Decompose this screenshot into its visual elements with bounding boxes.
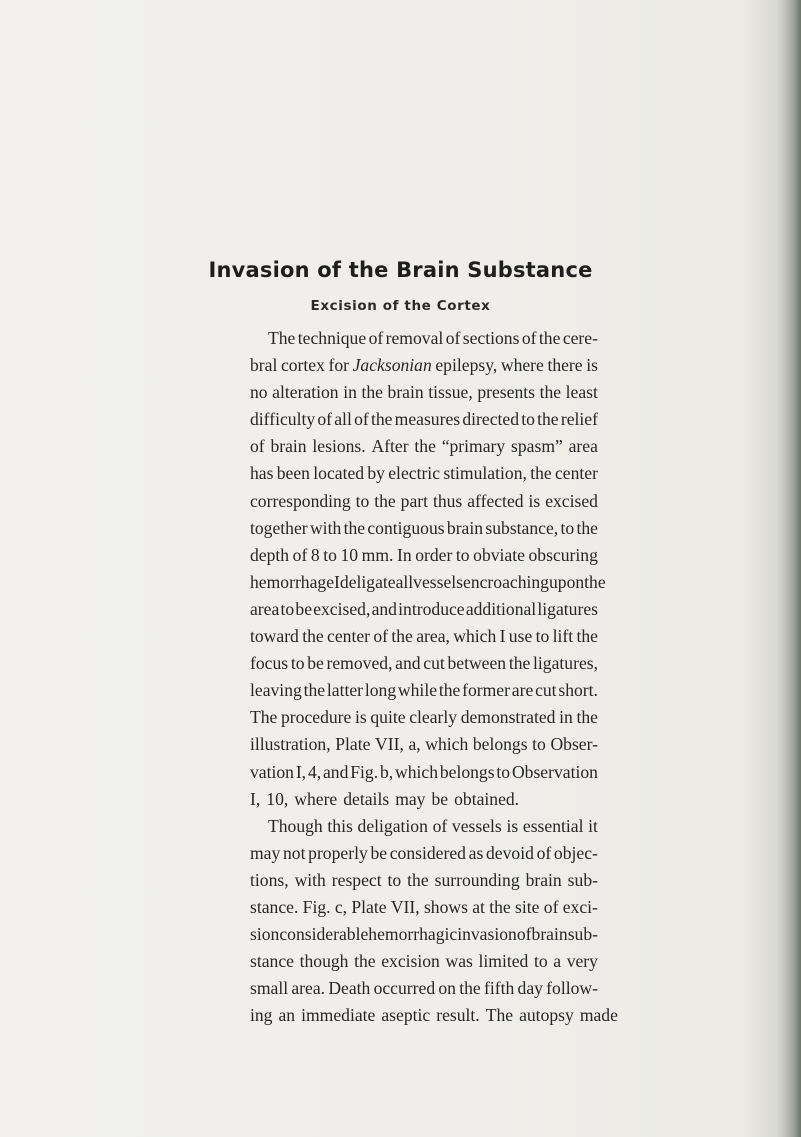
text-line: tions, with respect to the surrounding brain sub-: [250, 869, 598, 890]
text-line: The procedure is quite clearly demonstrated in the: [250, 707, 598, 728]
page-edge-shadow: [785, 0, 801, 1137]
text-line: difficulty of all of the measures directed to the relief: [250, 409, 598, 430]
text-line: illustration, Plate VII, a, which belongs to Obser-: [250, 734, 598, 755]
text-line: bral cortex for Jacksonian epilepsy, where there is: [250, 355, 598, 376]
text-line: stance. Fig. c, Plate VII, shows at the site of exci-: [250, 896, 598, 917]
text-line: corresponding to the part thus affected is excised: [250, 490, 598, 511]
text-line: of brain lesions. After the “primary spasm” area: [250, 436, 598, 457]
text-line: has been located by electric stimulation, the center: [250, 463, 598, 484]
text-line: focus to be removed, and cut between the ligatures,: [250, 653, 598, 674]
section-subheading: Excision of the Cortex: [310, 298, 491, 314]
text-line: leaving the latter long while the former are cut short.: [250, 680, 598, 701]
text-line: vation I, 4, and Fig. b, which belongs to Observation: [250, 761, 598, 782]
text-line: may not properly be considered as devoid of objec-: [250, 842, 598, 863]
text-line: together with the contiguous brain substance, to the: [250, 517, 598, 538]
text-line: area to be excised, and introduce additional ligatures: [250, 598, 598, 619]
text-line: I, 10, where details may be obtained.: [250, 788, 520, 809]
text-line: Though this deligation of vessels is essential it: [268, 815, 598, 836]
text-line: toward the center of the area, which I use to lift the: [250, 626, 598, 647]
text-line: depth of 8 to 10 mm. In order to obviate obscuring: [250, 544, 598, 565]
text-line: sion considerable hemorrhagic invasion of brain sub-: [250, 924, 598, 945]
text-line: hemorrhage I deligate all vessels encroaching upon the: [250, 571, 606, 592]
text-line: stance though the excision was limited to a very: [250, 951, 598, 972]
text-line: ing an immediate aseptic result. The autopsy made: [250, 1005, 618, 1026]
text-line: The technique of removal of sections of the cere-: [268, 328, 598, 348]
text-line: no alteration in the brain tissue, presents the least: [250, 382, 598, 403]
text-line: small area. Death occurred on the fifth day follow-: [250, 978, 598, 999]
chapter-heading: Invasion of the Brain Substance: [208, 258, 593, 282]
body-text: [250, 325, 618, 1029]
